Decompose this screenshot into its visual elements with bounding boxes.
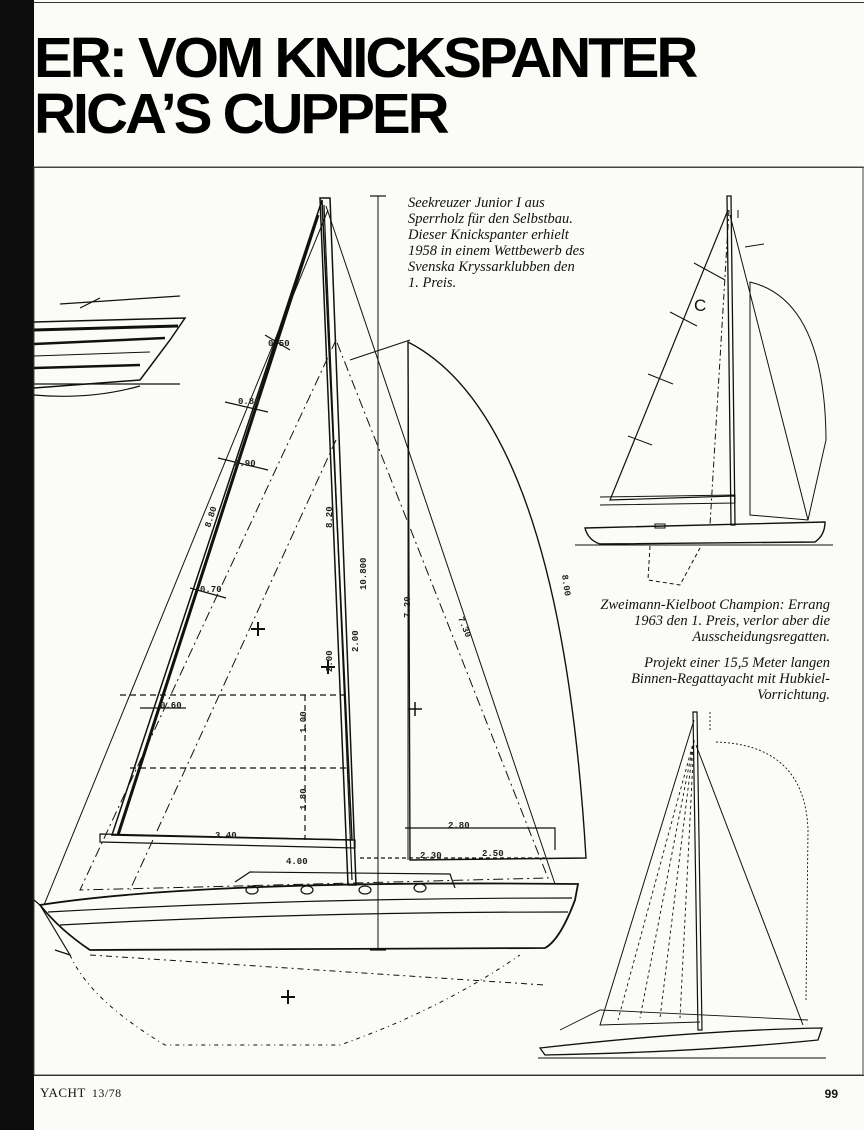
issue-number: 13/78 [91, 1086, 122, 1100]
caption-champion: Zweimann-Kielboot Champion: Errang 1963 den 1. Preis, verlor aber die Ausscheidungsregatten. [600, 597, 830, 645]
regatta-yacht-sail-plan [538, 712, 826, 1058]
label-800: 8.00 [559, 574, 572, 597]
label-mast-height: 10.800 [359, 557, 369, 590]
page-number: 99 [824, 1087, 838, 1101]
label-050: 0.50 [268, 339, 290, 349]
label-820: 8.20 [325, 506, 335, 528]
drawing-dimension-labels [160, 339, 572, 867]
frame-bottom-rule [34, 1075, 864, 1076]
label-200a: 2.00 [325, 650, 335, 672]
label-180: 1.80 [299, 788, 309, 810]
label-070: 0.70 [200, 585, 222, 595]
junior-sail-plan [34, 196, 586, 1045]
headline-line-2: RICA’S CUPPER [34, 82, 447, 146]
label-060: 0.60 [160, 701, 182, 711]
caption-project: Projekt einer 15,5 Meter langen Binnen-Regattayacht mit Hubkiel-Vorrichtung. [631, 655, 830, 703]
label-730: 7.30 [455, 615, 473, 640]
label-280: 2.80 [448, 821, 470, 831]
champion-sail-plan [575, 196, 833, 585]
caption-junior: Seekreuzer Junior I aus Sperrholz für den Selbstbau. Dieser Knickspanter erhielt 1958 in einem Wettbewerb des Svenska Kryssarklubben den 1. Preis. [408, 195, 585, 291]
partial-hull-drawing [34, 296, 185, 396]
sail-number: C [694, 296, 707, 315]
label-090: 0.90 [234, 459, 256, 469]
label-880: 8.80 [203, 505, 220, 529]
label-720: 7.20 [403, 596, 413, 618]
label-200b: 2.00 [351, 630, 361, 652]
label-230: 2.30 [420, 851, 442, 861]
magazine-name: YACHT [40, 1085, 86, 1100]
label-250: 2.50 [482, 849, 504, 859]
label-340: 3.40 [215, 831, 237, 841]
label-100: 1.00 [299, 711, 309, 733]
headline-line-1: ER: VOM KNICKSPANTER [34, 26, 696, 90]
footer-magazine [40, 1085, 122, 1101]
label-080: 0.80 [238, 397, 260, 407]
label-400: 4.00 [286, 857, 308, 867]
